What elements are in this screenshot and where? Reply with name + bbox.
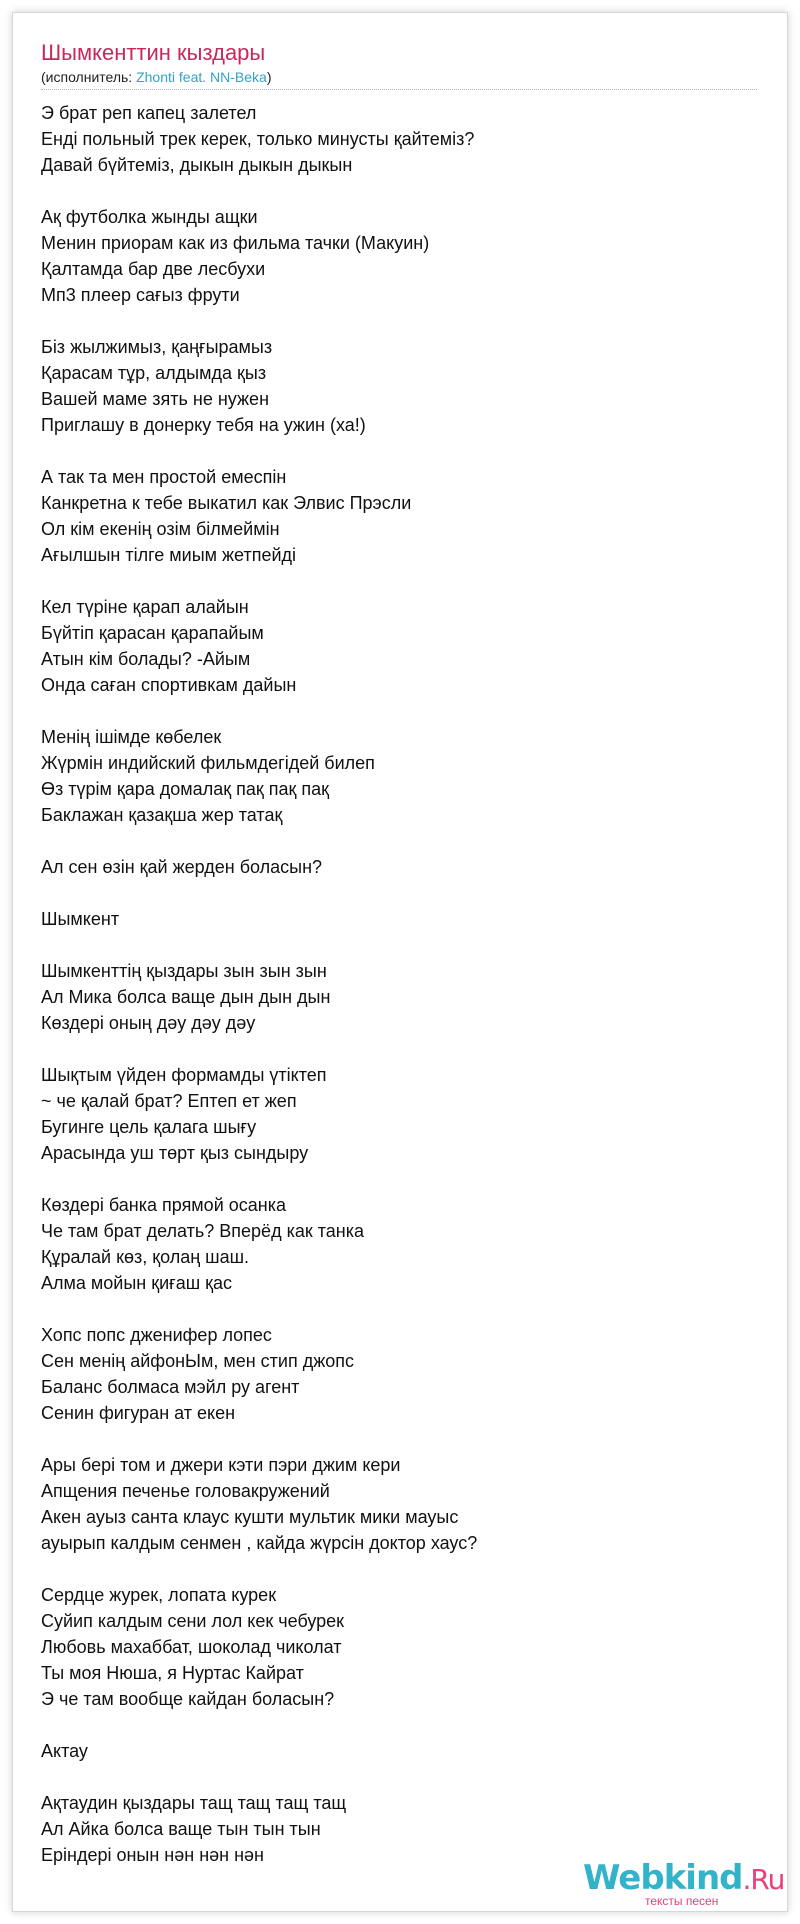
lyric-line: Приглашу в донерку тебя на ужин (ха!)	[41, 415, 366, 435]
lyric-line: Менин приорам как из фильма тачки (Макуин)	[41, 233, 430, 253]
lyric-line: Акен ауыз санта клаус кушти мультик мики мауыс	[41, 1507, 459, 1527]
title-divider	[41, 89, 757, 90]
lyrics-stanza	[41, 1738, 761, 1764]
logo-text	[583, 1860, 783, 1898]
lyric-line: Э брат реп капец залетел	[41, 103, 257, 123]
lyric-line: Э че там вообще кайдан боласын?	[41, 1689, 335, 1709]
lyric-line: Алма мойын қиғаш қас	[41, 1273, 233, 1293]
lyrics-stanza	[41, 906, 761, 932]
lyric-line: Шықтым үйден формамды үтіктеп	[41, 1065, 327, 1085]
lyric-line: ауырып калдым сенмен , кайда жүрсін доктор хаус?	[41, 1533, 478, 1553]
lyric-line: Любовь махаббат, шоколад чиколат	[41, 1637, 342, 1657]
lyric-line: Онда саған спортивкам дайын	[41, 675, 297, 695]
lyrics-stanza	[41, 334, 761, 438]
lyric-line: Көздері банка прямой осанка	[41, 1195, 286, 1215]
lyric-line: Көздері оның дәу дәу дәу	[41, 1013, 256, 1033]
lyric-line: Баклажан қазақша жер татақ	[41, 805, 283, 825]
lyric-line: Құралай көз, қолаң шаш.	[41, 1247, 250, 1267]
artist-line	[41, 69, 761, 86]
lyric-line: Че там брат делать? Вперёд как танка	[41, 1221, 365, 1241]
lyric-line: Шымкент	[41, 909, 120, 929]
lyric-line: ~ че қалай брат? Ептеп ет жеп	[41, 1091, 297, 1111]
lyrics-stanza	[41, 204, 761, 308]
lyric-line: Ал Мика болса ваще дын дын дын	[41, 987, 331, 1007]
lyric-line: Қарасам тұр, алдымда қыз	[41, 363, 267, 383]
lyric-line: Ағылшын тілге миым жетпейді	[41, 545, 297, 565]
lyric-line: Канкретна к тебе выкатил как Элвис Прэсли	[41, 493, 412, 513]
lyrics-stanza	[41, 464, 761, 568]
lyric-line: Арасында уш төрт қыз сындыру	[41, 1143, 309, 1163]
lyrics-stanza	[41, 1062, 761, 1166]
lyric-line: Сенин фигуран ат екен	[41, 1403, 236, 1423]
lyric-line: Апщения печенье головакружений	[41, 1481, 330, 1501]
lyric-line: Давай бүйтеміз, дыкын дыкын дыкын	[41, 155, 353, 175]
lyrics-stanza	[41, 1322, 761, 1426]
lyric-line: Менің ішімде көбелек	[41, 727, 222, 747]
lyrics-stanza	[41, 1582, 761, 1712]
lyric-line: Мп3 плеер сағыз фрути	[41, 285, 240, 305]
lyric-line: Ары бері том и джери кэти пэри джим кери	[41, 1455, 401, 1475]
lyric-line: Вашей маме зять не нужен	[41, 389, 270, 409]
lyrics-body	[41, 100, 761, 1868]
lyric-line: Кел түріне қарап алайын	[41, 597, 249, 617]
lyric-line: Сердце журек, лопата курек	[41, 1585, 277, 1605]
lyric-line: Суйип калдым сени лол кек чебурек	[41, 1611, 345, 1631]
lyric-line: Енді польный трек керек, только минусты қайтеміз?	[41, 129, 475, 149]
lyric-line: Шымкенттің қыздары зын зын зын	[41, 961, 327, 981]
lyric-line: Ақтаудин қыздары тащ тащ тащ тащ	[41, 1793, 347, 1813]
lyric-line: Хопс попс дженифер лопес	[41, 1325, 272, 1345]
lyric-line: Ақ футболка жынды ащки	[41, 207, 258, 227]
lyrics-stanza	[41, 1192, 761, 1296]
lyric-line: Баланс болмаса мэйл ру агент	[41, 1377, 300, 1397]
artist-prefix: (исполнитель:	[41, 69, 137, 85]
lyrics-stanza	[41, 958, 761, 1036]
lyric-line: Атын кім болады? -Айым	[41, 649, 251, 669]
lyrics-stanza	[41, 100, 761, 178]
logo-tagline: тексты песен	[645, 1894, 719, 1908]
lyric-line: Ал сен өзін қай жерден боласын?	[41, 857, 323, 877]
lyric-line: Ол кім екенің озім білмеймін	[41, 519, 280, 539]
lyrics-stanza	[41, 854, 761, 880]
lyric-line: Қалтамда бар две лесбухи	[41, 259, 266, 279]
lyrics-stanza	[41, 594, 761, 698]
lyric-line: А так та мен простой емеспін	[41, 467, 287, 487]
lyric-line: Жүрмін индийский фильмдегідей билеп	[41, 753, 375, 773]
song-title: Шымкенттин кыздары	[41, 40, 266, 65]
lyrics-stanza	[41, 1452, 761, 1556]
lyric-line: Ал Айка болса ваще тын тын тын	[41, 1819, 321, 1839]
lyric-line: Бугинге цель қалага шығу	[41, 1117, 257, 1137]
lyrics-page	[41, 40, 761, 1894]
lyric-line: Актау	[41, 1741, 88, 1761]
lyric-line: Бүйтіп қарасан қарапайым	[41, 623, 264, 643]
lyrics-stanza	[41, 1790, 761, 1868]
logo-tld: .Ru	[742, 1863, 785, 1896]
webkind-logo	[583, 1860, 783, 1908]
lyric-line: Біз жылжимыз, қаңғырамыз	[41, 337, 273, 357]
artist-link[interactable]: Zhonti feat. NN-Beka	[136, 69, 267, 85]
logo-brand: Webkind	[583, 1858, 743, 1898]
artist-suffix: )	[266, 69, 272, 85]
lyric-line: Сен менің айфонЫм, мен стип джопс	[41, 1351, 355, 1371]
lyric-line: Өз түрім қара домалақ пақ пақ пақ	[41, 779, 329, 799]
lyric-line: Еріндері онын нән нән нән	[41, 1845, 264, 1865]
lyrics-stanza	[41, 724, 761, 828]
lyric-line: Ты моя Нюша, я Нуртас Кайрат	[41, 1663, 304, 1683]
